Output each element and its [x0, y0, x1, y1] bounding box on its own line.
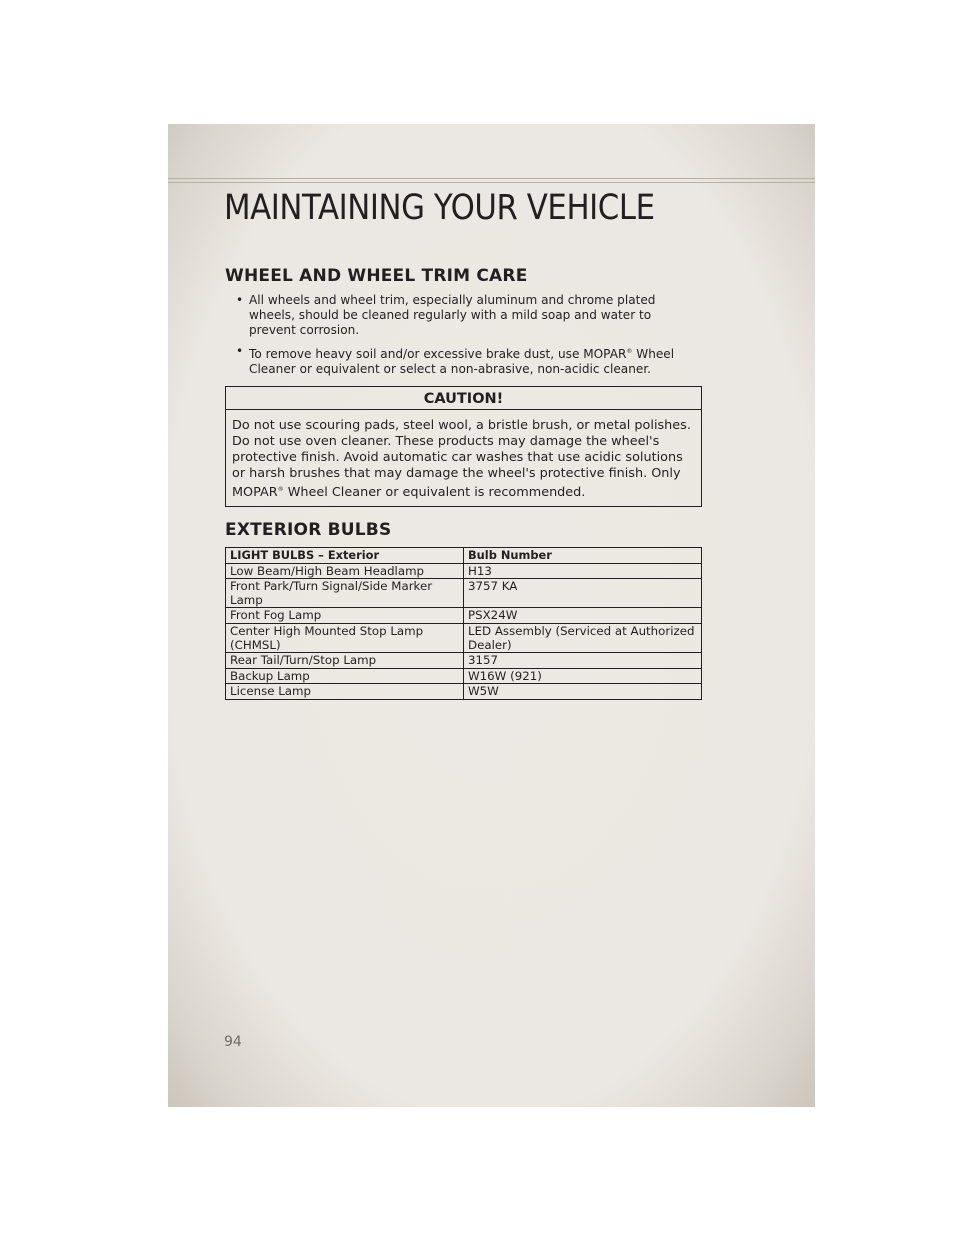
list-item-text: All wheels and wheel trim, especially aluminum and chrome plated wheels, should be cleaned regularly with a mild soap and water to prevent corrosion.: [249, 293, 656, 338]
bullet-glyph: •: [236, 293, 244, 307]
table-cell-lamp: Rear Tail/Turn/Stop Lamp: [226, 653, 464, 669]
list-item: [234, 293, 689, 339]
table-row: [226, 653, 702, 669]
table-cell-lamp: Low Beam/High Beam Headlamp: [226, 563, 464, 579]
registered-mark: ®: [626, 347, 633, 355]
table-cell-bulb: 3157: [464, 653, 702, 669]
page-number: 94: [224, 1034, 242, 1050]
table-row: [226, 684, 702, 700]
caution-box: [225, 386, 702, 507]
table-row: [226, 623, 702, 652]
table-cell-bulb: W5W: [464, 684, 702, 700]
caution-title: CAUTION!: [226, 387, 701, 410]
table-row: [226, 608, 702, 624]
table-cell-bulb: PSX24W: [464, 608, 702, 624]
caution-text: Wheel Cleaner or equivalent is recommended.: [283, 484, 586, 500]
caution-text: Do not use scouring pads, steel wool, a bristle brush, or metal polishes. Do not use oven cleaner. These products may damage the wheel's protective finish. Avoid automatic car washes that use acidic solutions or harsh brushes that may damage the wheel's protective finish. Only MOPAR: [232, 418, 691, 500]
table-cell-bulb: W16W (921): [464, 668, 702, 684]
table-cell-lamp: Front Fog Lamp: [226, 608, 464, 624]
registered-mark: ®: [277, 485, 284, 493]
table-row: [226, 668, 702, 684]
bullet-glyph: •: [236, 343, 244, 358]
list-item-text: To remove heavy soil and/or excessive brake dust, use MOPAR: [249, 346, 627, 361]
section-heading-exterior-bulbs: EXTERIOR BULBS: [225, 520, 392, 540]
table-cell-bulb: H13: [464, 563, 702, 579]
chapter-title: MAINTAINING YOUR VEHICLE: [224, 188, 655, 228]
wheel-care-list: [234, 293, 689, 382]
list-item-text: Wheel Cleaner or equivalent or select a non-abrasive, non-acidic cleaner.: [249, 346, 675, 376]
header-rule: [168, 178, 815, 179]
table-cell-bulb: 3757 KA: [464, 579, 702, 608]
table-row: [226, 579, 702, 608]
table-cell-lamp: Center High Mounted Stop Lamp (CHMSL): [226, 623, 464, 652]
table-cell-bulb: LED Assembly (Serviced at Authorized Dealer): [464, 623, 702, 652]
table-row: [226, 563, 702, 579]
caution-body: [226, 410, 701, 501]
exterior-bulbs-table: [225, 547, 702, 700]
table-cell-lamp: Front Park/Turn Signal/Side Marker Lamp: [226, 579, 464, 608]
table-cell-lamp: License Lamp: [226, 684, 464, 700]
list-item: [234, 344, 689, 377]
column-header-light-bulbs: LIGHT BULBS – Exterior: [226, 548, 464, 564]
table-header-row: [226, 548, 702, 564]
header-rule: [168, 182, 815, 183]
manual-page: [168, 124, 815, 1107]
column-header-bulb-number: Bulb Number: [464, 548, 702, 564]
section-heading-wheel-care: WHEEL AND WHEEL TRIM CARE: [225, 266, 528, 286]
table-cell-lamp: Backup Lamp: [226, 668, 464, 684]
